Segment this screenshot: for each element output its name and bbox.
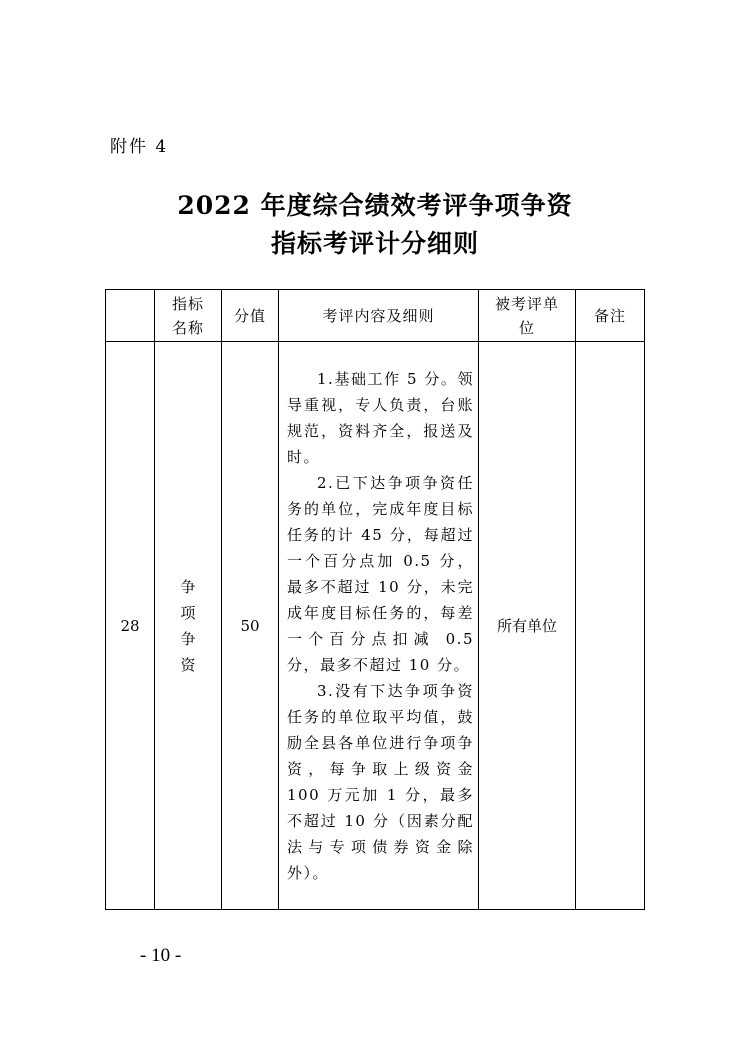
header-remark: 备注 [576, 290, 645, 342]
detail-item-3: 3.没有下达争项争资任务的单位取平均值，鼓励全县各单位进行争项争资，每争取上级资金 100 万元加 1 分，最多不超过 10 分（因素分配法与专项债券资金除外）。 [287, 681, 474, 882]
header-evaluation-content: 考评内容及细则 [279, 290, 479, 342]
document-title-line-1: 2022 年度综合绩效考评争项争资 [177, 191, 573, 220]
table-row [106, 342, 645, 910]
header-score: 分值 [222, 290, 279, 342]
row-remark [576, 342, 645, 910]
row-indicator-name: 争项争资 [155, 342, 222, 910]
attachment-label: 附件 4 [110, 137, 169, 157]
row-index: 28 [106, 342, 155, 910]
row-evaluation-details [279, 342, 479, 910]
detail-item-1: 1.基础工作 5 分。领导重视，专人负责，台账规范，资料齐全，报送及时。 [287, 369, 474, 466]
scoring-table [105, 289, 645, 910]
page-number: - 10 - [140, 945, 182, 966]
detail-item-2: 2.已下达争项争资任务的单位，完成年度目标任务的计 45 分，每超过一个百分点加 0.5 分，最多不超过 10 分，未完成年度目标任务的，每差一个百分点扣减 0.5 分，最多不超过 10 分。 [287, 473, 474, 674]
header-indicator-name: 指标名称 [155, 290, 222, 342]
header-evaluated-unit: 被考评单位 [479, 290, 576, 342]
row-score: 50 [222, 342, 279, 910]
header-index [106, 290, 155, 342]
table-header-row [106, 290, 645, 342]
row-evaluated-unit: 所有单位 [479, 342, 576, 910]
document-title-line-2: 指标考评计分细则 [270, 229, 479, 258]
